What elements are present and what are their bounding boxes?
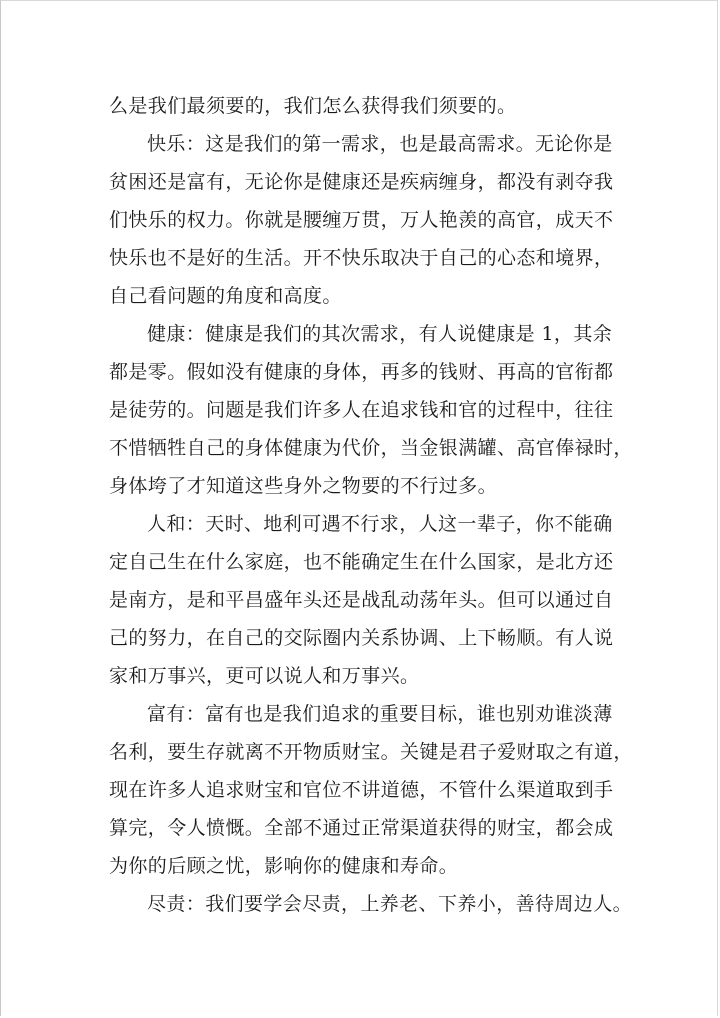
text-line: 自己看问题的角度和高度。 [109,285,342,307]
text-line: 尽责：我们要学会尽责，上养老、下养小，善待周边人。 [147,893,633,915]
text-line: 么是我们最须要的，我们怎么获得我们须要的。 [109,95,517,117]
text-line: 为你的后顾之忧，影响你的健康和寿命。 [109,855,459,877]
text-line: 快乐也不是好的生活。开不快乐取决于自己的心态和境界， [109,247,614,269]
text-line: 家和万事兴，更可以说人和万事兴。 [109,665,420,687]
text-line: 现在许多人追求财宝和官位不讲道德，不管什么渠道取到手 [109,779,614,801]
text-line: 健康：健康是我们的其次需求，有人说健康是 1，其余 [147,323,613,345]
text-line: 不惜牺牲自己的身体健康为代价，当金银满罐、高官俸禄时， [109,437,633,459]
text-line: 都是零。假如没有健康的身体，再多的钱财、再高的官衔都 [109,361,614,383]
text-line: 贫困还是富有，无论你是健康还是疾病缠身，都没有剥夺我 [109,171,614,193]
text-line: 是南方，是和平昌盛年头还是战乱动荡年头。但可以通过自 [109,589,614,611]
text-line: 人和：天时、地利可遇不行求，人这一辈子，你不能确 [147,513,613,535]
text-line: 富有：富有也是我们追求的重要目标，谁也别劝谁淡薄 [147,703,613,725]
document-body [109,87,633,923]
text-line: 算完，令人愤慨。全部不通过正常渠道获得的财宝，都会成 [109,817,614,839]
text-line: 定自己生在什么家庭，也不能确定生在什么国家，是北方还 [109,551,614,573]
text-line: 快乐：这是我们的第一需求，也是最高需求。无论你是 [147,133,613,155]
text-line: 身体垮了才知道这些身外之物要的不行过多。 [109,475,498,497]
text-line: 们快乐的权力。你就是腰缠万贯，万人艳羡的高官，成天不 [109,209,614,231]
text-line: 名利，要生存就离不开物质财宝。关键是君子爱财取之有道， [109,741,633,763]
text-line: 己的努力，在自己的交际圈内关系协调、上下畅顺。有人说 [109,627,614,649]
text-line: 是徒劳的。问题是我们许多人在追求钱和官的过程中，往往 [109,399,614,421]
